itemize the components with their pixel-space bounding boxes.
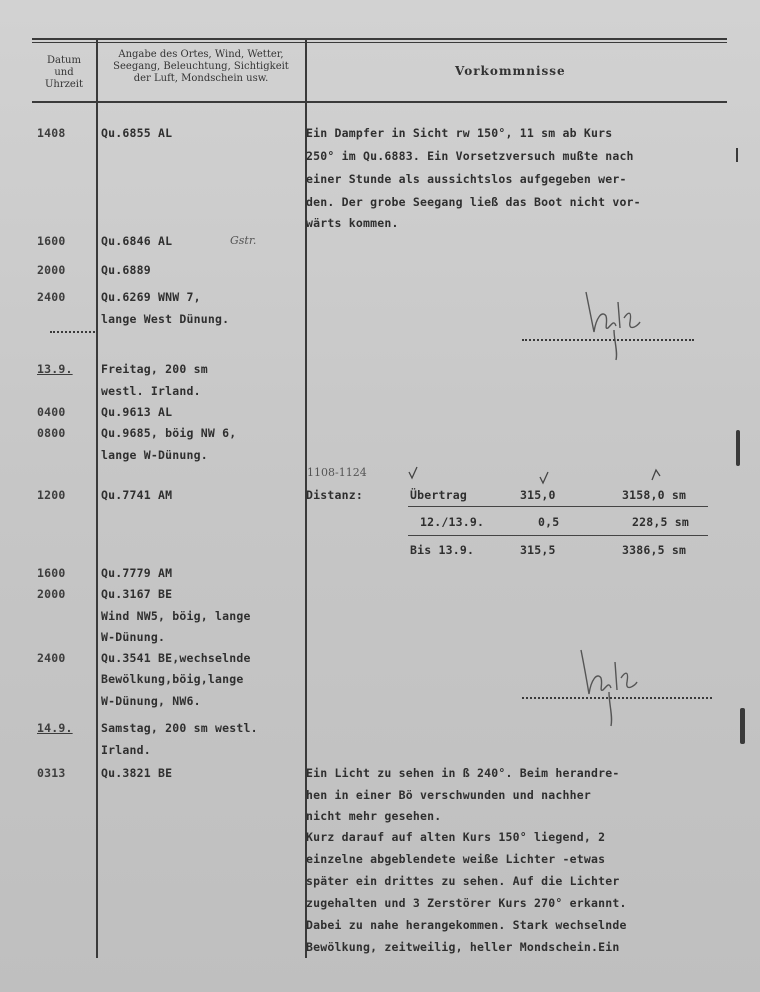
row-time: 0800: [37, 426, 66, 440]
header-date-time: [34, 55, 94, 91]
header-time: Uhrzeit: [44, 79, 84, 90]
header-top-rule: [32, 38, 727, 40]
row-position-cont: lange West Dünung.: [101, 312, 230, 326]
row-position: Qu.7779 AM: [101, 566, 173, 580]
event-line: 250° im Qu.6883. Ein Vorsetzversuch mußte nach: [306, 149, 634, 163]
distanz-rule-1: [408, 506, 708, 507]
header-location-line3: der Luft, Mondschein usw.: [133, 73, 269, 84]
distanz-row-label: Bis 13.9.: [410, 543, 475, 557]
row-time: 1200: [37, 488, 66, 502]
row-position-cont: Wind NW5, böig, lange: [101, 609, 251, 623]
event-line: später ein drittes zu sehen. Auf die Lichter: [306, 874, 620, 888]
divider-dots: [50, 331, 98, 333]
row-time: 2000: [37, 587, 66, 601]
row-position: Qu.3821 BE: [101, 766, 173, 780]
header-bottom-rule: [32, 101, 727, 103]
distanz-row-label: 12./13.9.: [420, 515, 485, 529]
event-line: Kurz darauf auf alten Kurs 150° liegend, 2: [306, 830, 606, 844]
check-mark-3: [650, 468, 662, 482]
row-position: Qu.9613 AL: [101, 405, 173, 419]
row-date: 13.9.: [37, 362, 73, 376]
handwritten-note: Gstr.: [230, 234, 257, 247]
distanz-row-label: Übertrag: [410, 488, 467, 502]
row-position: Qu.6889: [101, 263, 151, 277]
row-position-cont: W-Dünung.: [101, 630, 166, 644]
distanz-row-a: 0,5: [538, 515, 560, 529]
column-rule-1: [96, 40, 98, 958]
distanz-rule-2: [408, 535, 708, 536]
row-time: 1408: [37, 126, 66, 140]
event-line: einer Stunde als aussichtslos aufgegeben wer-: [306, 172, 627, 186]
distanz-label: Distanz:: [306, 488, 363, 502]
distanz-row-a: 315,5: [520, 543, 556, 557]
header-and: und: [54, 67, 74, 78]
distanz-row-a: 315,0: [520, 488, 556, 502]
edge-mark: [736, 430, 740, 466]
header-top-rule-2: [32, 42, 727, 43]
edge-mark: [736, 148, 738, 162]
handwritten-distanz-note: 1108-1124: [307, 466, 367, 479]
signature-1: [578, 282, 658, 362]
header-location: [98, 49, 304, 85]
row-position-cont: lange W-Dünung.: [101, 448, 208, 462]
row-position-cont: Bewölkung,böig,lange: [101, 672, 244, 686]
signature-2: [575, 640, 655, 730]
event-line: nicht mehr gesehen.: [306, 809, 442, 823]
row-date: 14.9.: [37, 721, 73, 735]
row-position-cont: W-Dünung, NW6.: [101, 694, 201, 708]
event-line: einzelne abgeblendete weiße Lichter -etwas: [306, 852, 606, 866]
event-line: Ein Licht zu sehen in ß 240°. Beim herandre-: [306, 766, 620, 780]
row-time: 2400: [37, 290, 66, 304]
event-line: den. Der grobe Seegang ließ das Boot nicht vor-: [306, 195, 641, 209]
header-events: Vorkommnisse: [455, 64, 566, 78]
header-location-line1: Angabe des Ortes, Wind, Wetter,: [118, 49, 284, 60]
row-position: Qu.6846 AL: [101, 234, 173, 248]
event-line: hen in einer Bö verschwunden und nachher: [306, 788, 591, 802]
header-location-line2: Seegang, Beleuchtung, Sichtigkeit: [113, 61, 289, 72]
row-time: 0400: [37, 405, 66, 419]
row-position: Qu.6855 AL: [101, 126, 173, 140]
check-mark-2: [538, 471, 550, 485]
signature-dots-2: [522, 697, 712, 699]
event-line: Bewölkung, zeitweilig, heller Mondschein.Ein: [306, 940, 620, 954]
row-position: Freitag, 200 sm: [101, 362, 208, 376]
row-position-cont: Irland.: [101, 743, 151, 757]
event-line: Ein Dampfer in Sicht rw 150°, 11 sm ab Kurs: [306, 126, 613, 140]
row-position: Samstag, 200 sm westl.: [101, 721, 258, 735]
distanz-row-b: 3158,0 sm: [622, 488, 687, 502]
check-mark-1: [407, 466, 419, 480]
row-time: 2000: [37, 263, 66, 277]
event-line: Dabei zu nahe herangekommen. Stark wechselnde: [306, 918, 627, 932]
header-date: Datum: [47, 55, 81, 66]
row-position: Qu.6269 WNW 7,: [101, 290, 201, 304]
distanz-row-b: 3386,5 sm: [622, 543, 687, 557]
row-time: 2400: [37, 651, 66, 665]
row-position: Qu.7741 AM: [101, 488, 173, 502]
row-position: Qu.3167 BE: [101, 587, 173, 601]
signature-dots-1: [522, 339, 694, 341]
event-line: zugehalten und 3 Zerstörer Kurs 270° erkannt.: [306, 896, 627, 910]
row-position: Qu.9685, böig NW 6,: [101, 426, 237, 440]
edge-mark: [740, 708, 745, 744]
row-time: 1600: [37, 234, 66, 248]
distanz-row-b: 228,5 sm: [632, 515, 689, 529]
row-position: Qu.3541 BE,wechselnde: [101, 651, 251, 665]
row-time: 1600: [37, 566, 66, 580]
event-line: wärts kommen.: [306, 216, 399, 230]
row-position-cont: westl. Irland.: [101, 384, 201, 398]
row-time: 0313: [37, 766, 66, 780]
